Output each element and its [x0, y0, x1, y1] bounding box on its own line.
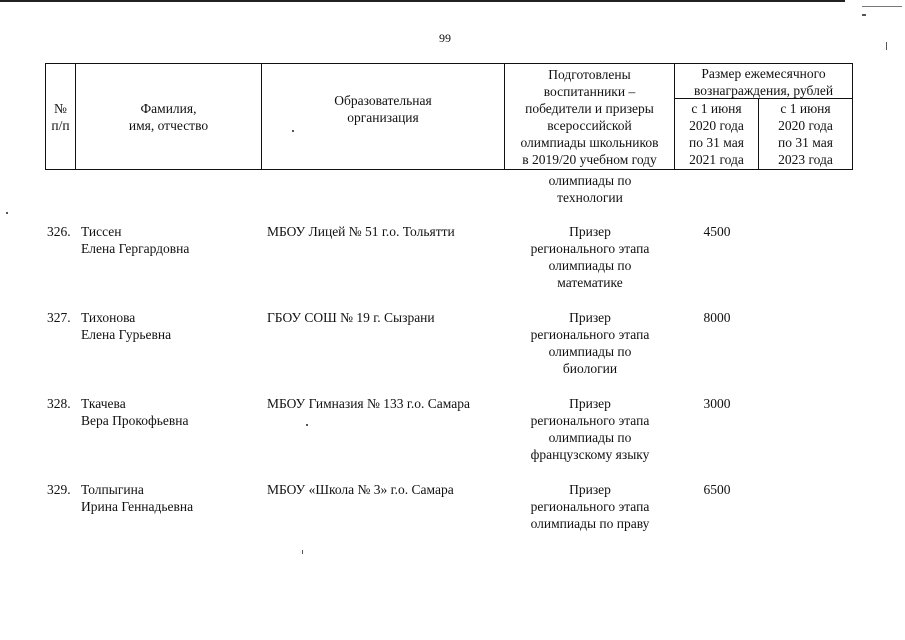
row-organization: МБОУ «Школа № 3» г.о. Самара	[267, 482, 454, 497]
row-award-line: Призер	[569, 310, 611, 325]
row-organization: МБОУ Лицей № 51 г.о. Тольятти	[267, 224, 455, 239]
row-number: 329.	[47, 482, 71, 497]
header-org-line1: Образовательная	[334, 93, 432, 108]
header-number-sign: №	[54, 101, 67, 116]
header-prepared-line: в 2019/20 учебном году	[522, 152, 657, 167]
row-organization: МБОУ Гимназия № 133 г.о. Самара	[267, 396, 470, 411]
row-given-names: Ирина Геннадьевна	[81, 499, 194, 514]
header-period-line: 2020 года	[689, 118, 744, 133]
row-award-line: Призер	[569, 482, 611, 497]
header-period-line: по 31 мая	[689, 135, 744, 150]
header-period-line: 2023 года	[778, 152, 833, 167]
row-surname: Тиссен	[81, 224, 122, 239]
header-period-line: 2021 года	[689, 152, 744, 167]
header-prepared-line: воспитанники –	[543, 84, 636, 99]
row-surname: Ткачева	[81, 396, 126, 411]
row-award-line: олимпиады по	[548, 344, 632, 359]
row-number: 326.	[47, 224, 71, 239]
row-fio	[81, 223, 261, 257]
row-award	[505, 223, 675, 291]
row-amount: 6500	[703, 482, 731, 497]
row-fio	[81, 395, 261, 429]
row-award-line: Призер	[569, 396, 611, 411]
row-fio	[81, 309, 261, 343]
header-period-line: по 31 мая	[778, 135, 833, 150]
row-award-line: математике	[557, 275, 623, 290]
row-given-names: Вера Прокофьевна	[81, 413, 189, 428]
row-award-line: французскому языку	[530, 447, 650, 462]
header-reward-line: вознаграждения, рублей	[693, 83, 834, 98]
row-amount: 3000	[703, 396, 731, 411]
row-fio	[81, 481, 261, 515]
header-prepared-line: победители и призеры	[525, 101, 654, 116]
row-award-line: регионального этапа	[530, 413, 650, 428]
header-number-pp: п/п	[51, 118, 70, 133]
row-given-names: Елена Гергардовна	[81, 241, 190, 256]
header-fio-line2: имя, отчество	[128, 118, 209, 133]
header-fio	[76, 100, 261, 134]
header-reward-line: Размер ежемесячного	[701, 66, 826, 81]
top-border-line	[0, 0, 845, 2]
row-award-line: олимпиады по праву	[530, 516, 650, 531]
continuation-line: олимпиады по	[548, 173, 632, 188]
row-surname: Толпыгина	[81, 482, 144, 497]
header-prepared	[505, 66, 674, 168]
continuation-text	[505, 172, 675, 206]
page-number: 99	[439, 31, 451, 45]
row-award	[505, 395, 675, 463]
header-prepared-line: олимпиады школьников	[520, 135, 659, 150]
row-award-line: регионального этапа	[530, 241, 650, 256]
row-number: 328.	[47, 396, 71, 411]
header-reward	[675, 65, 852, 99]
scan-speck	[6, 212, 8, 214]
table-header	[45, 63, 853, 170]
row-surname: Тихонова	[81, 310, 136, 325]
scan-speck	[302, 550, 303, 554]
row-amount: 8000	[703, 310, 731, 325]
row-award	[505, 309, 675, 377]
header-period-2023	[759, 100, 852, 168]
header-period-2021	[675, 100, 758, 168]
row-number: 327.	[47, 310, 71, 325]
row-amount: 4500	[703, 224, 731, 239]
header-period-line: 2020 года	[778, 118, 833, 133]
row-award-line: регионального этапа	[530, 327, 650, 342]
scan-speck	[306, 424, 308, 426]
row-award-line: олимпиады по	[548, 430, 632, 445]
top-right-mark	[862, 6, 902, 7]
row-organization: ГБОУ СОШ № 19 г. Сызрани	[267, 310, 435, 325]
header-period-line: с 1 июня	[780, 101, 831, 116]
row-award	[505, 481, 675, 532]
continuation-line: технологии	[557, 190, 623, 205]
header-period-line: с 1 июня	[691, 101, 742, 116]
row-award-line: регионального этапа	[530, 499, 650, 514]
header-prepared-line: всероссийской	[547, 118, 632, 133]
row-award-line: биологии	[562, 361, 618, 376]
scan-speck	[862, 14, 866, 16]
header-org-line2: организация	[347, 110, 419, 125]
row-given-names: Елена Гурьевна	[81, 327, 172, 342]
row-award-line: Призер	[569, 224, 611, 239]
header-organization	[262, 92, 504, 126]
header-number	[46, 100, 75, 134]
header-fio-line1: Фамилия,	[140, 101, 197, 116]
row-award-line: олимпиады по	[548, 258, 632, 273]
header-prepared-line: Подготовлены	[548, 67, 631, 82]
